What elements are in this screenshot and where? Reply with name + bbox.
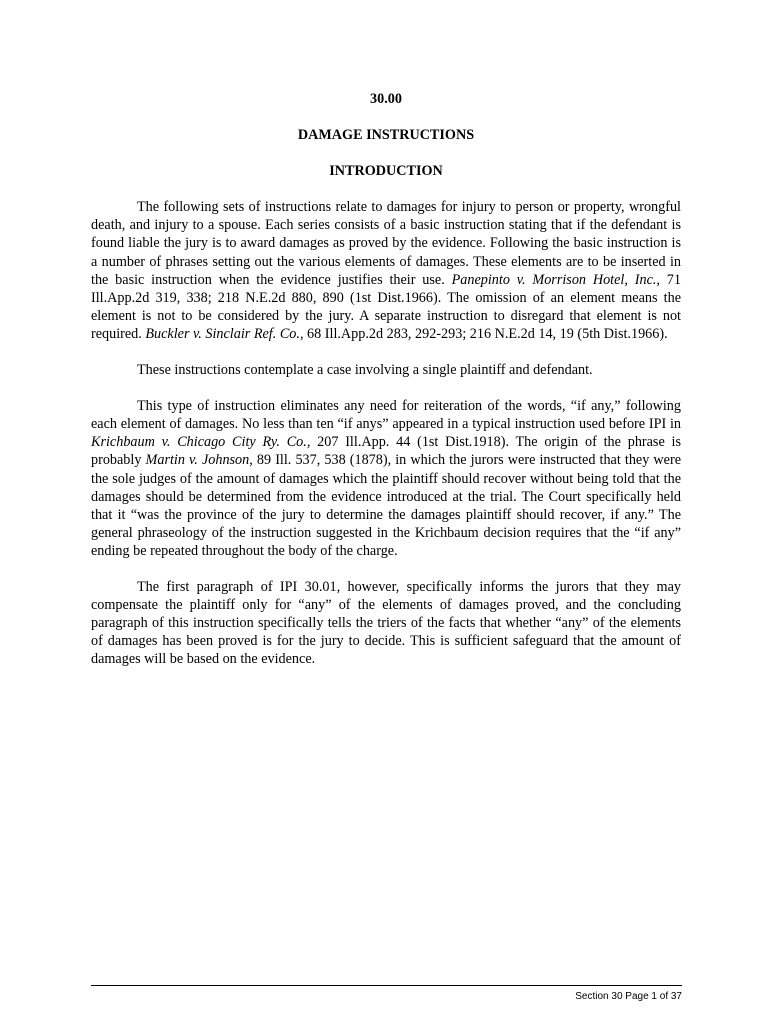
paragraph-text: This type of instruction eliminates any need for reiteration of the words, “if any,” following each element of damages. No less than ten “if anys” appeared in a typical instruction used before IPI in xyxy=(91,398,681,433)
footer-divider xyxy=(91,985,682,986)
paragraph-text: 68 Ill.App.2d 283, 292-293; 216 N.E.2d 14, 19 (5th Dist.1966). xyxy=(303,325,668,342)
paragraph-text: These instructions contemplate a case involving a single plaintiff and defendant. xyxy=(137,362,593,379)
page-number-label: Section 30 Page 1 of 37 xyxy=(575,991,682,1002)
section-number: 30.00 xyxy=(370,91,402,107)
section-title: DAMAGE INSTRUCTIONS xyxy=(297,127,475,144)
paragraph xyxy=(91,361,681,379)
paragraph-text: 89 Ill. 537, 538 (1878), in which the jurors were instructed that they were the sole judges of the amount of damages which the plaintiff should recover without being told that the damages should be determined from the evidence introduced at the trial. The Court specifically held that it “was the province of the jury to determine the damages plaintiff should recover, if any.” The general phraseology of the instruction suggested in the Krichbaum decision requires that the “if any” ending be repeated throughout the body of the charge. xyxy=(91,452,681,559)
case-citation: Panepinto v. Morrison Hotel, Inc., xyxy=(451,271,660,288)
document-body xyxy=(91,90,681,686)
subheading: INTRODUCTION xyxy=(329,163,443,180)
paragraph-text: 71 Ill.App.2d 319, 338; 218 N.E.2d 880, 890 (1st Dist.1966). The omission of an element means the element is not to be considered by the jury. A separate instruction to disregard that element is not required. xyxy=(91,271,681,342)
paragraph xyxy=(91,397,681,560)
paragraph-text: The first paragraph of IPI 30.01, however, specifically informs the jurors that they may compensate the plaintiff only for “any” of the elements of damages proved, and the concluding paragraph of this instruction specifically tells the triers of the facts that whether “any” of the elements of damages has been proved is for the jury to decide. This is sufficient safeguard that the amount of damages will be based on the evidence. xyxy=(91,578,681,668)
case-citation: Buckler v. Sinclair Ref. Co., xyxy=(145,325,304,342)
case-citation: Krichbaum v. Chicago City Ry. Co., xyxy=(91,434,311,451)
case-citation: Martin v. Johnson, xyxy=(145,452,253,469)
paragraph-text: The following sets of instructions relate to damages for injury to person or property, wrongful death, and injury to a spouse. Each series consists of a basic instruction stating that if the defendant is found liable the jury is to award damages as proved by the evidence. Following the basic instruction is a number of phrases setting out the various elements of damages. These elements are to be inserted in the basic instruction when the evidence justifies their use. xyxy=(91,199,681,288)
paragraph xyxy=(91,198,681,343)
paragraph-text: 207 Ill.App. 44 (1st Dist.1918). The origin of the phrase is probably xyxy=(91,434,681,469)
paragraph xyxy=(91,578,681,668)
